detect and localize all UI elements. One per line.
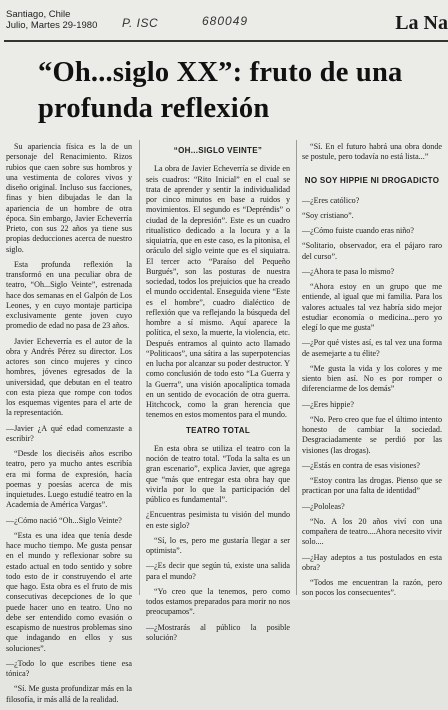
section-heading: TEATRO TOTAL — [185, 425, 251, 435]
question: ¿Encuentras pesimista tu visión del mundo en este siglo? — [146, 510, 290, 530]
paragraph: En esta obra se utiliza el teatro con la noción de teatro total. “Toda la salta es un gran escenario”, explica Javier, que agrega que “más que entregar esta obra hay que vivirla por lo que la participación del público es fundamental”. — [146, 443, 290, 504]
paragraph: “Esta es una idea que tenía desde hace mucho tiempo. Me gusta pensar en el mundo y reflexionar sobre su estado actual en todo sentido y sobre todo esto de ir construyendo el arte que hago. Esta obra es el fruto de mis consecutivas decepciones de lo que puede hacer uno en teatro. Uno no debe ser entendido como evasión o escapismo de nuestros problemas sino que indagando en ellos y sus soluciones”. — [6, 530, 132, 653]
paragraph: “Sí, lo es, pero me gustaría llegar a ser optimista”. — [146, 535, 290, 555]
answer: “Me gusta la vida y los colores y me siento bien así. No es por romper o diferenciarme de los demás” — [302, 363, 442, 394]
paragraph: Su apariencia física es la de un personaje del Renacimiento. Rizos rubios que caen sobre sus hombros y una vestimenta de colores vivos y diseño original. Incluso sus facciones, finas y bien dibujadas le dan la apariencia de un hombre de otra época. Sin embargo, Javier Echeverría Prieto, con sus 22 años ya tiene sus propias deducciones acerca de nuestro siglo. — [6, 142, 132, 254]
answer: “Todos me encuentran la razón, pero son pocos los consecuentes”. — [302, 578, 442, 598]
article-column-2 — [146, 142, 290, 648]
paragraph: “Yo creo que la tenemos, pero como todos estamos preparados para morir no nos preocupamos”. — [146, 586, 290, 617]
section-heading: “OH...SIGLO VEINTE” — [173, 146, 263, 155]
paragraph: “Sí. Me gusta profundizar más en la filosofía, ir más allá de la realidad. — [6, 684, 132, 704]
newspaper-name: La Na — [395, 12, 448, 34]
question: —¿Todo lo que escribes tiene esa tónica? — [6, 658, 132, 678]
column-divider — [139, 140, 140, 595]
question: —¿Por qué vistes así, es tal vez una forma de asemejarte a tu élite? — [302, 338, 442, 358]
answer: “Estoy contra las drogas. Pienso que se practican por una falta de identidad” — [302, 476, 442, 496]
question: —¿Mostrarás al público la posible solución? — [146, 622, 290, 642]
question: —¿Ahora te pasa lo mismo? — [302, 266, 395, 276]
paragraph: “Sí. En el futuro habrá una obra donde se postule, pero todavía no está lista...” — [302, 142, 442, 162]
question: —¿Pololeas? — [302, 501, 345, 511]
question: —¿Hay adeptos a tus postulados en esta obra? — [302, 552, 442, 572]
masthead-rule — [4, 40, 448, 42]
answer: “No. Pero creo que fue el último intento honesto de cambiar la sociedad. Desgraciadamente se perdió por las visiones (las drogas). — [302, 414, 442, 455]
paragraph: Javier Echeverría es el autor de la obra y Andrés Pérez su director. Los actores son cinco mujeres y cinco hombres, jóvenes egresados de la universidad, que debutan en el teatro con esta pieza que rompe con todos los esquemas vigentes para el arte de la representación. — [6, 336, 132, 418]
answer: “Soy cristiano”. — [302, 210, 354, 220]
question: —¿Cómo fuiste cuando eras niño? — [302, 226, 414, 235]
article-column-3 — [302, 142, 442, 604]
archive-id: 680049 — [202, 14, 249, 28]
question: —Javier ¿A qué edad comenzaste a escribir? — [6, 423, 132, 443]
article-column-1 — [6, 142, 132, 710]
masthead — [4, 8, 448, 40]
question: —¿Eres hippie? — [302, 399, 354, 409]
answer: “Ahora estoy en un grupo que me entiende, al igual que mi familia. Para los valores actuales tal vez habría sido mejor estudiar economía o medicina...pero yo elegí lo que me gusta” — [302, 282, 442, 332]
question: —¿Cómo nació “Oh...Siglo Veinte? — [6, 515, 122, 525]
dateline-date: Julio, Martes 29-1980 — [6, 20, 98, 31]
answer: “Solitario, observador, era el pájaro raro del curso”. — [302, 241, 442, 261]
question: —¿Eres católico? — [302, 195, 360, 205]
dateline-city: Santiago, Chile — [6, 9, 71, 20]
paragraph: “Desde los dieciséis años escribo teatro, pero ya mucho antes escribía era mi forma de expresión, hacía poemas y poesías acerca de mis inquietudes. Luego estudié teatro en la Academia de América Vargas”. — [6, 449, 132, 510]
article-headline: “Oh...siglo XX”: fruto de una profunda reflexión — [38, 57, 403, 124]
answer: “No. A los 20 años viví con una compañera de teatro....Ahora necesito vivir solo.... — [302, 516, 442, 547]
question: —¿Es decir que según tú, existe una salida para el mundo? — [146, 561, 290, 581]
paragraph: La obra de Javier Echeverría se divide en seis cuadros: “Rito Inicial” en el cual se trata de aprender y sentir la individualidad por cinco minutos en base a ruidos y movimientos. El segundo es “Depréndis” o ciudad de la depresión”. Este es un cuadro ritualístico dedicado a la locura y a la siquiatría, que en este caso, es la pitonisa, el oráculo del siglo veinte que es el siquiatra. El tercer acto “Paraíso del Pequeño Burgués”, son las posturas de nuestra sociedad, todos los prejuicios que ha creado el mundo occidental. Enseguida viene “Este es el hombre”, cuadro dialéctico de reflexión que va reflejando la búsqueda del hombre a sí mismo. Aquí aparece la política, el sexo, la muerte, la violencia, etc. Después entramos al quinto acto llamado “Politicaos”, una sátira a las superpotencias en lucha por alcanzar su poder destructor. Y como conclusión de todo esto “La Guerra y la Guerra”, una visión apocalíptica tomada en un sentido de evocación de otra guerra. Hitchcock, como la gran herencia que tenemos en estos momentos para el mundo. — [146, 164, 290, 420]
column-divider — [296, 140, 297, 595]
archive-stamp: P. ISC — [122, 16, 159, 30]
question: —¿Estás en contra de esas visiones? — [302, 460, 420, 470]
section-heading: NO SOY HIPPIE NI DROGADICTO — [304, 175, 440, 185]
paragraph: Esta profunda reflexión la transformó en una peculiar obra de teatro, “Oh...Siglo Veinte”, estrenada hace dos semanas en el Galpón de Los Leones, y en cuyo montaje participa exclusivamente gente joven cuyo promedio de edad no pasa de 23 años. — [6, 259, 132, 331]
